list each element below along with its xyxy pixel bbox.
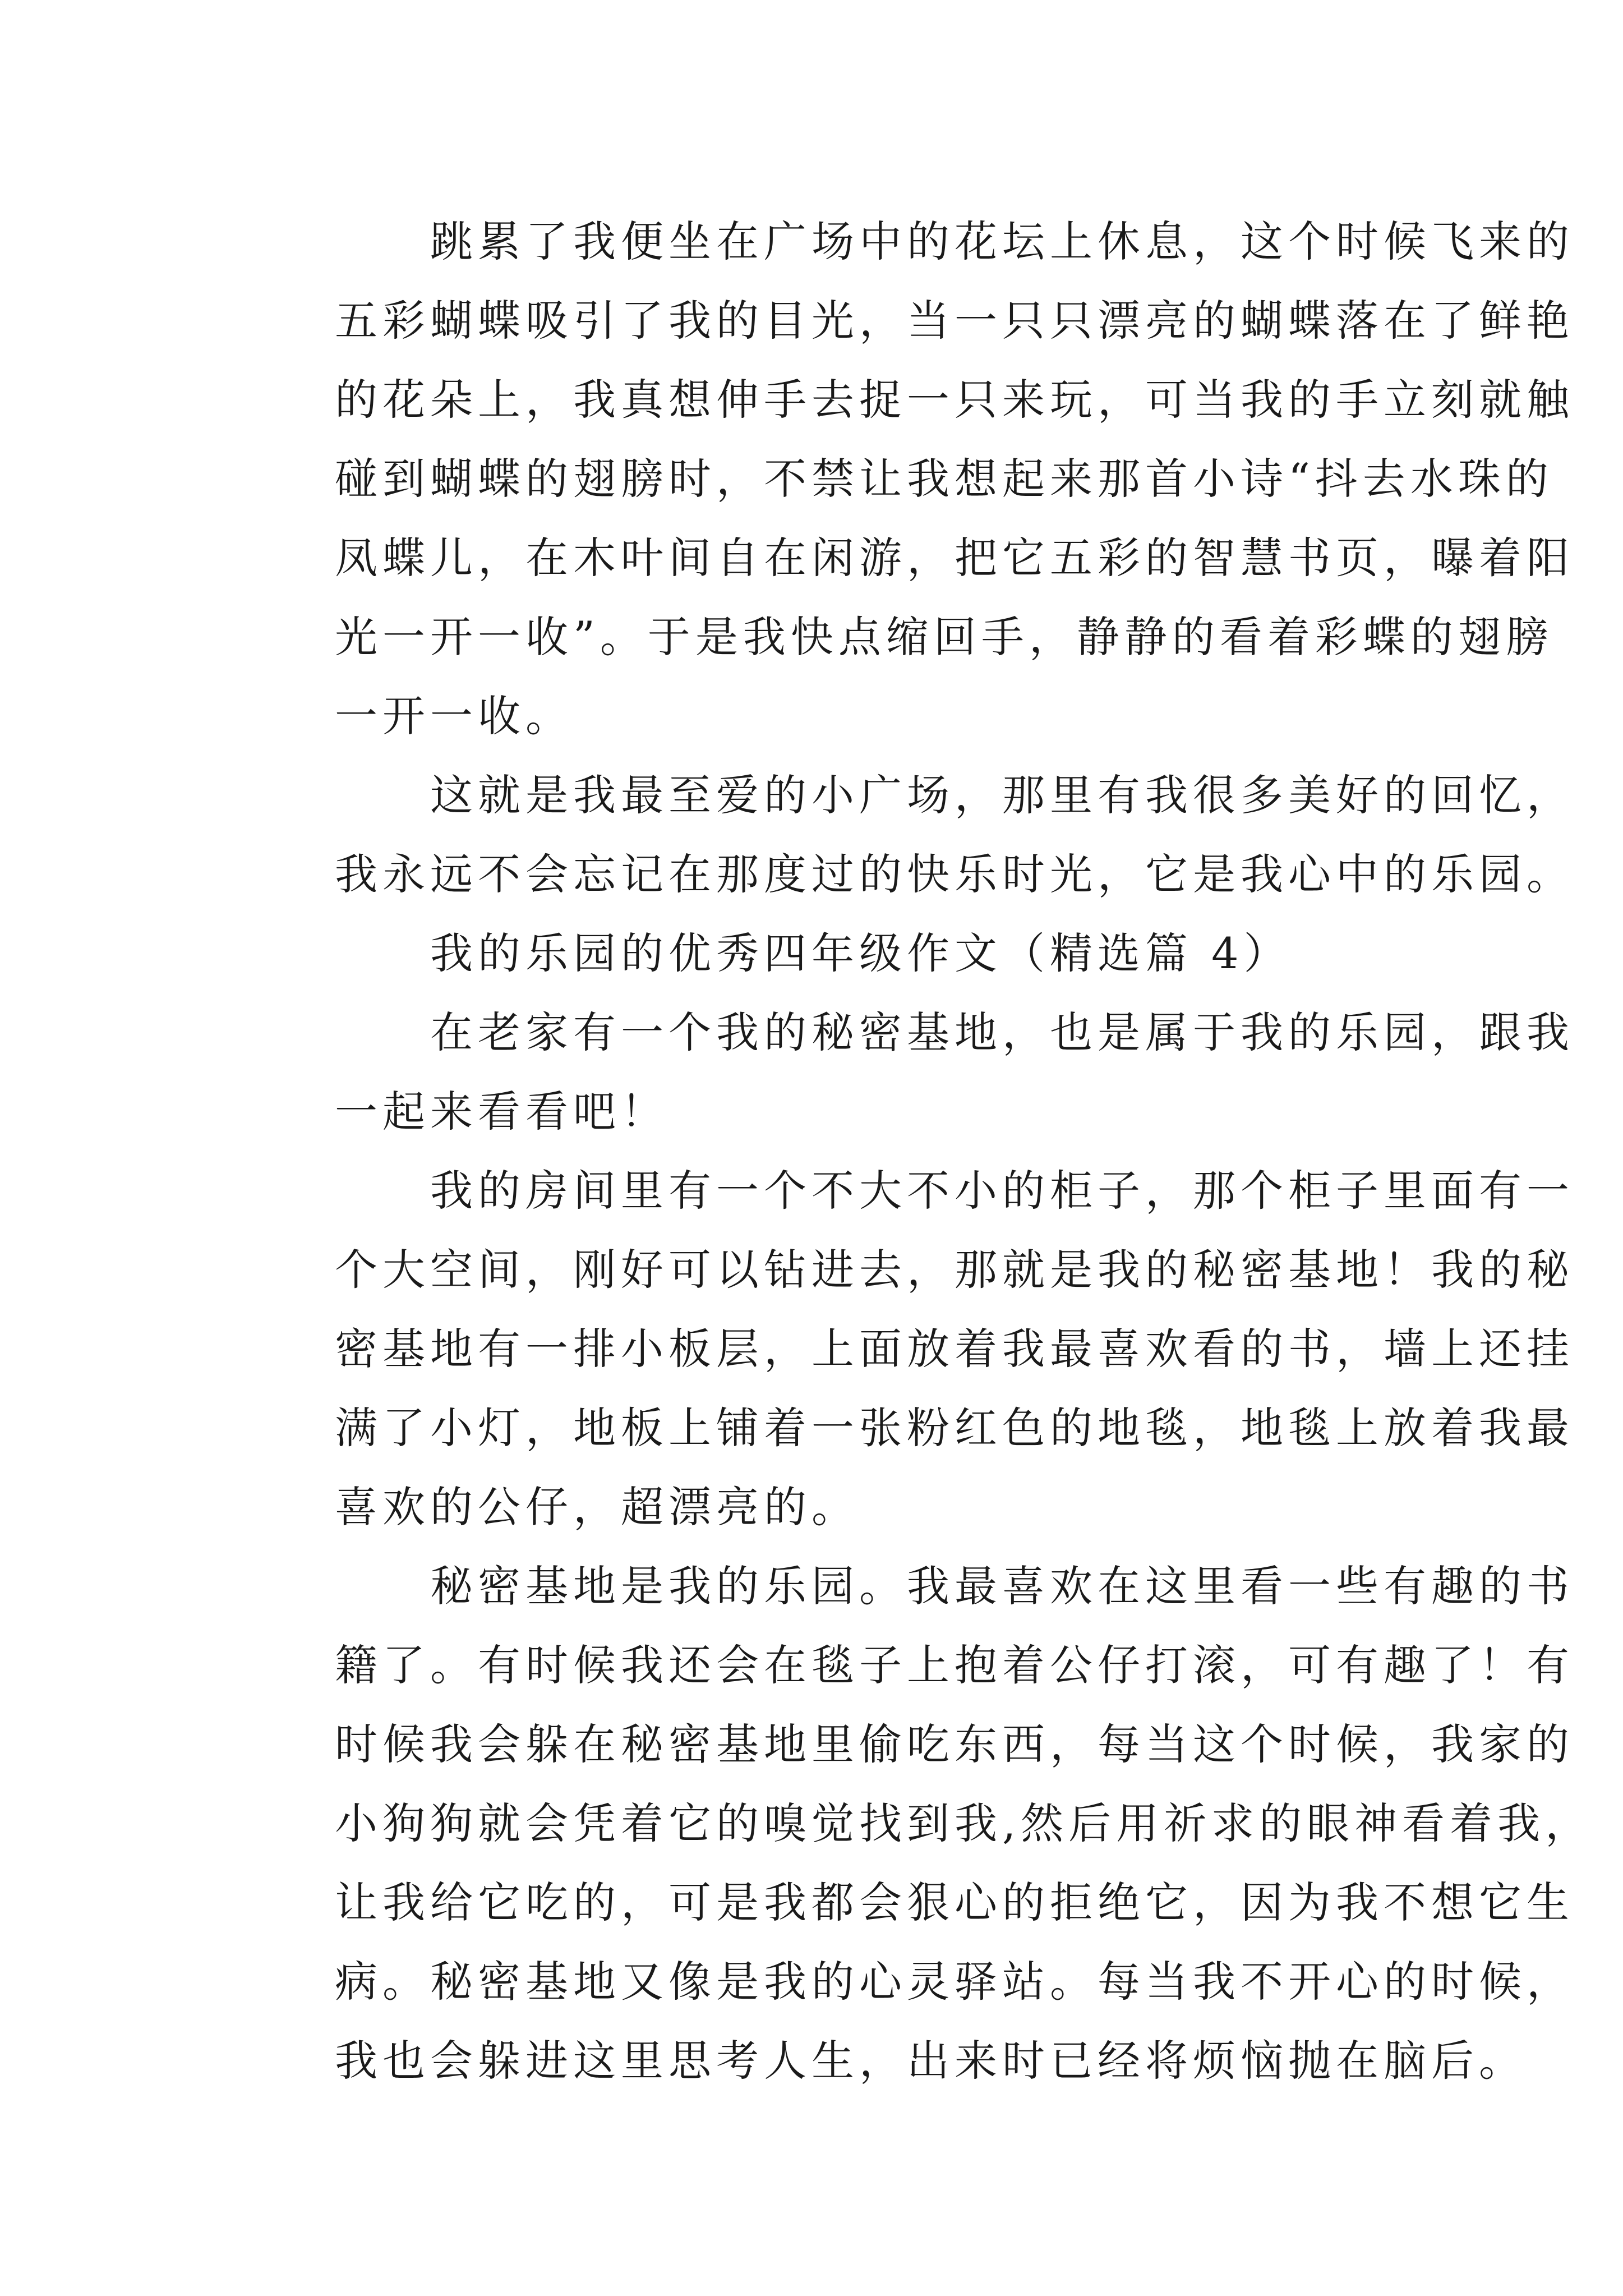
text-line: 籍了。有时候我还会在毯子上抱着公仔打滚，可有趣了！有 — [335, 1640, 1574, 1690]
text-line: 时候我会躲在秘密基地里偷吃东西，每当这个时候，我家的 — [335, 1719, 1574, 1769]
text-line: 我永远不会忘记在那度过的快乐时光，它是我心中的乐园。 — [335, 849, 1574, 899]
paragraph-room — [250, 1151, 1574, 1547]
paragraph-secret-base — [250, 1547, 1593, 2100]
text-line: 凤蝶儿，在木叶间自在闲游，把它五彩的智慧书页，曝着阳 — [335, 533, 1574, 583]
text-line: 满了小灯，地板上铺着一张粉红色的地毯，地毯上放着我最 — [335, 1403, 1574, 1453]
paragraph-square — [250, 756, 1574, 914]
text-line: 密基地有一排小板层，上面放着我最喜欢看的书，墙上还挂 — [335, 1324, 1574, 1374]
text-line: 五彩蝴蝶吸引了我的目光，当一只只漂亮的蝴蝶落在了鲜艳 — [335, 296, 1574, 346]
text-line: 秘密基地是我的乐园。我最喜欢在这里看一些有趣的书 — [430, 1561, 1574, 1611]
text-line: 我也会躲进这里思考人生，出来时已经将烦恼抛在脑后。 — [335, 2036, 1527, 2086]
document-body — [250, 202, 1593, 2100]
text-line: 一起来看看吧！ — [335, 1087, 668, 1137]
heading-line: 我的乐园的优秀四年级作文（精选篇 4） — [430, 928, 1292, 978]
text-line: 一开一收。 — [335, 691, 573, 741]
text-line: 跳累了我便坐在广场中的花坛上休息，这个时候飞来的 — [430, 217, 1574, 266]
text-line: 在老家有一个我的秘密基地，也是属于我的乐园，跟我 — [430, 1007, 1574, 1057]
paragraph-intro — [250, 993, 1574, 1151]
text-line: 病。秘密基地又像是我的心灵驿站。每当我不开心的时候， — [335, 1957, 1574, 2007]
text-line: 我的房间里有一个不大不小的柜子，那个柜子里面有一 — [430, 1166, 1574, 1216]
text-line: 碰到蝴蝶的翅膀时，不禁让我想起来那首小诗“抖去水珠的 — [335, 454, 1553, 504]
section-heading — [250, 914, 1405, 993]
text-line: 让我给它吃的，可是我都会狠心的拒绝它，因为我不想它生 — [335, 1878, 1574, 1927]
text-line: 小狗狗就会凭着它的嗅觉找到我,然后用祈求的眼神看着我， — [335, 1798, 1593, 1848]
text-line: 的花朵上，我真想伸手去捉一只来玩，可当我的手立刻就触 — [335, 375, 1574, 425]
text-line: 这就是我最至爱的小广场，那里有我很多美好的回忆， — [430, 770, 1574, 820]
text-line: 光一开一收”。于是我快点缩回手，静静的看着彩蝶的翅膀 — [335, 612, 1553, 662]
text-line: 个大空间，刚好可以钻进去，那就是我的秘密基地！我的秘 — [335, 1245, 1574, 1295]
text-line: 喜欢的公仔，超漂亮的。 — [335, 1482, 859, 1532]
paragraph-butterfly — [250, 202, 1574, 756]
